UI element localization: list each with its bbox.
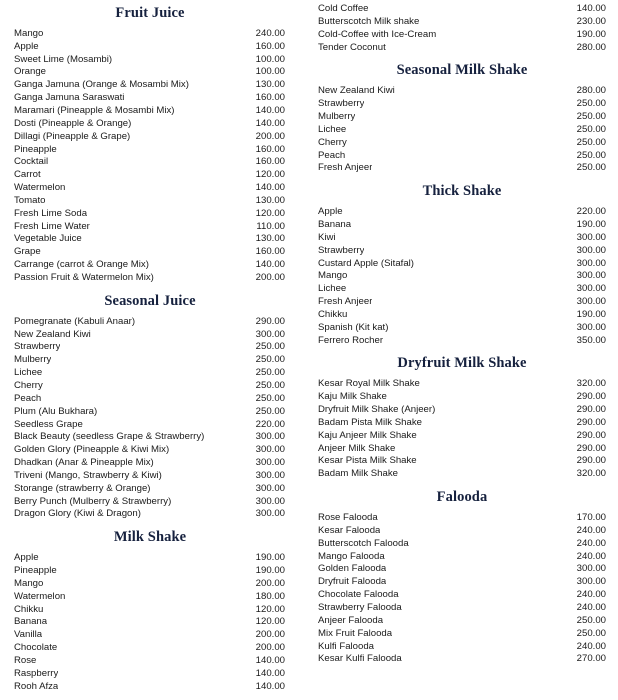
- menu-section-seasonal-juice: [14, 285, 286, 521]
- menu-item-name: Mango: [14, 577, 44, 589]
- menu-item-price: 190.00: [255, 552, 285, 564]
- menu-section-dryfruit-milk-shake: [318, 347, 606, 481]
- menu-item-name: Badam Milk Shake: [318, 468, 398, 480]
- menu-item-row[interactable]: [318, 162, 606, 175]
- menu-item-name: Strawberry: [318, 98, 365, 110]
- menu-item-price: 290.00: [576, 404, 606, 416]
- menu-item-price: 300.00: [255, 482, 285, 494]
- menu-item-name: Cold Coffee: [318, 3, 369, 14]
- menu-item-list: [318, 512, 606, 666]
- menu-item-name: Kesar Falooda: [318, 524, 381, 536]
- menu-item-price: 250.00: [255, 367, 285, 379]
- menu-item-row[interactable]: [14, 118, 286, 131]
- menu-item-name: Ferrero Rocher: [318, 334, 384, 346]
- menu-item-name: Dryfruit Milk Shake (Anjeer): [318, 404, 436, 416]
- menu-item-row[interactable]: [318, 232, 606, 245]
- menu-item-name: Fresh Lime Soda: [14, 207, 88, 219]
- menu-section-falooda: [318, 481, 606, 666]
- menu-item-price: 190.00: [576, 308, 606, 320]
- menu-item-row[interactable]: [14, 578, 286, 591]
- menu-item-price: 250.00: [576, 123, 606, 135]
- menu-item-row[interactable]: [14, 444, 286, 457]
- menu-item-row[interactable]: [14, 208, 286, 221]
- menu-item-price: 300.00: [576, 270, 606, 282]
- section-title: Seasonal Juice: [104, 292, 196, 309]
- menu-item-row[interactable]: [318, 296, 606, 309]
- menu-item-name: Lichee: [318, 123, 347, 135]
- menu-item-row[interactable]: [318, 258, 606, 271]
- menu-item-row[interactable]: [14, 79, 286, 92]
- menu-item-row[interactable]: [318, 150, 606, 163]
- menu-item-price: 250.00: [576, 614, 606, 626]
- menu-item-price: 130.00: [255, 194, 285, 206]
- menu-item-name: Kulfi Falooda: [318, 640, 374, 652]
- menu-item-row[interactable]: [318, 430, 606, 443]
- menu-item-price: 290.00: [576, 416, 606, 428]
- menu-item-row[interactable]: [14, 182, 286, 195]
- menu-item-name: Mulberry: [318, 111, 356, 122]
- menu-item-name: Dosti (Pineapple & Orange): [14, 117, 132, 129]
- menu-item-price: 300.00: [576, 563, 606, 575]
- menu-item-name: Seedless Grape: [14, 418, 83, 430]
- menu-item-price: 280.00: [576, 41, 606, 53]
- menu-item-price: 200.00: [255, 271, 285, 283]
- menu-item-price: 300.00: [255, 457, 285, 469]
- menu-item-name: Peach: [318, 149, 346, 161]
- menu-item-price: 140.00: [576, 3, 606, 14]
- menu-item-row[interactable]: [318, 111, 606, 124]
- menu-item-price: 220.00: [576, 206, 606, 218]
- menu-section-thick-shake: [318, 175, 606, 347]
- menu-item-row[interactable]: [14, 169, 286, 182]
- menu-item-row[interactable]: [318, 309, 606, 322]
- menu-item-price: 200.00: [255, 577, 285, 589]
- menu-item-row[interactable]: [318, 85, 606, 98]
- menu-item-row[interactable]: [318, 283, 606, 296]
- menu-item-name: Strawberry Falooda: [318, 601, 402, 613]
- menu-item-row[interactable]: [318, 628, 606, 641]
- menu-item-name: Kaju Milk Shake: [318, 391, 387, 403]
- menu-item-row[interactable]: [318, 3, 606, 16]
- menu-item-name: Mulberry: [14, 354, 52, 366]
- menu-item-name: Cold-Coffee with Ice-Cream: [318, 28, 437, 40]
- menu-item-row[interactable]: [14, 92, 286, 105]
- menu-section-fruit-juice: [14, 0, 286, 285]
- menu-item-price: 300.00: [576, 244, 606, 256]
- menu-item-row[interactable]: [318, 615, 606, 628]
- menu-item-price: 140.00: [255, 667, 285, 679]
- menu-item-name: Orange: [14, 66, 46, 78]
- menu-item-row[interactable]: [14, 233, 286, 246]
- menu-item-row[interactable]: [318, 443, 606, 456]
- menu-item-name: Butterscotch Milk shake: [318, 15, 420, 27]
- menu-item-name: Custard Apple (Sitafal): [318, 257, 414, 269]
- menu-item-row[interactable]: [14, 457, 286, 470]
- menu-item-price: 130.00: [255, 79, 285, 91]
- menu-item-price: 200.00: [255, 642, 285, 654]
- menu-item-price: 300.00: [255, 431, 285, 443]
- menu-section-milk-shake: [14, 521, 286, 693]
- menu-item-row[interactable]: [318, 512, 606, 525]
- menu-item-price: 220.00: [255, 418, 285, 430]
- menu-item-name: Dillagi (Pineapple & Grape): [14, 130, 131, 142]
- menu-item-name: Dhadkan (Anar & Pineapple Mix): [14, 457, 154, 469]
- menu-item-name: Carrot: [14, 169, 41, 181]
- menu-item-price: 190.00: [255, 565, 285, 577]
- menu-item-price: 240.00: [255, 27, 285, 39]
- menu-item-price: 290.00: [576, 442, 606, 454]
- menu-item-price: 240.00: [576, 550, 606, 562]
- menu-item-name: Chocolate Falooda: [318, 589, 399, 601]
- menu-item-row[interactable]: [318, 563, 606, 576]
- menu-item-price: 250.00: [576, 136, 606, 148]
- menu-item-price: 290.00: [255, 315, 285, 327]
- menu-item-name: Lichee: [14, 367, 43, 379]
- menu-item-row[interactable]: [14, 259, 286, 272]
- menu-item-row[interactable]: [318, 98, 606, 111]
- menu-item-name: New Zealand Kiwi: [14, 328, 91, 340]
- menu-item-row[interactable]: [318, 137, 606, 150]
- menu-item-row[interactable]: [318, 468, 606, 481]
- menu-item-price: 300.00: [255, 508, 285, 520]
- menu-item-name: Butterscotch Falooda: [318, 537, 409, 549]
- menu-item-row[interactable]: [14, 470, 286, 483]
- menu-item-row[interactable]: [318, 391, 606, 404]
- menu-column-right: [300, 0, 618, 700]
- menu-item-row[interactable]: [14, 604, 286, 617]
- menu-item-row[interactable]: [14, 483, 286, 496]
- menu-item-price: 300.00: [255, 469, 285, 481]
- menu-item-name: Fresh Anjeer: [318, 162, 373, 174]
- menu-item-name: Kesar Kulfi Falooda: [318, 653, 402, 665]
- menu-item-name: Rooh Afza: [14, 680, 59, 692]
- menu-item-name: Vegetable Juice: [14, 233, 82, 245]
- menu-item-price: 250.00: [576, 162, 606, 174]
- menu-item-name: Badam Pista Milk Shake: [318, 416, 422, 428]
- menu-item-list: [14, 316, 286, 522]
- menu-item-name: Kesar Royal Milk Shake: [318, 378, 420, 390]
- menu-item-row[interactable]: [318, 206, 606, 219]
- menu-item-row[interactable]: [14, 380, 286, 393]
- menu-item-name: Rose Falooda: [318, 512, 378, 524]
- menu-item-name: Fresh Anjeer: [318, 296, 373, 308]
- menu-item-price: 100.00: [255, 53, 285, 65]
- section-title: Falooda: [436, 489, 488, 506]
- menu-section-seasonal-milk-shake: [318, 54, 606, 175]
- menu-item-price: 100.00: [255, 66, 285, 78]
- menu-item-list: [318, 3, 606, 54]
- menu-item-name: Strawberry: [318, 244, 365, 256]
- menu-item-price: 160.00: [255, 246, 285, 258]
- menu-item-name: Chocolate: [14, 642, 58, 654]
- menu-item-price: 140.00: [255, 182, 285, 194]
- menu-item-name: Lichee: [318, 283, 347, 295]
- menu-item-price: 250.00: [255, 392, 285, 404]
- menu-item-row[interactable]: [14, 156, 286, 169]
- menu-item-name: Watermelon: [14, 590, 66, 602]
- menu-item-name: Sweet Lime (Mosambi): [14, 53, 113, 65]
- menu-item-row[interactable]: [14, 28, 286, 41]
- menu-item-name: Ganga Jamuna (Orange & Mosambi Mix): [14, 79, 189, 91]
- menu-item-price: 250.00: [255, 405, 285, 417]
- menu-item-row[interactable]: [318, 16, 606, 29]
- menu-item-name: Apple: [14, 40, 39, 52]
- menu-item-price: 130.00: [255, 233, 285, 245]
- menu-section-untitled: [318, 0, 606, 54]
- menu-item-row[interactable]: [318, 455, 606, 468]
- menu-item-row[interactable]: [318, 417, 606, 430]
- menu-item-name: Mix Fruit Falooda: [318, 627, 393, 639]
- menu-item-row[interactable]: [318, 576, 606, 589]
- menu-item-price: 300.00: [576, 283, 606, 295]
- menu-item-list: [318, 85, 606, 175]
- menu-item-name: Cocktail: [14, 156, 49, 168]
- menu-item-list: [14, 28, 286, 285]
- menu-item-price: 290.00: [576, 391, 606, 403]
- menu-item-row[interactable]: [14, 66, 286, 79]
- menu-item-row[interactable]: [14, 419, 286, 432]
- menu-item-name: Chikku: [14, 603, 44, 615]
- menu-item-price: 190.00: [576, 219, 606, 230]
- menu-item-row[interactable]: [14, 552, 286, 565]
- menu-item-name: Black Beauty (seedless Grape & Strawberry): [14, 431, 205, 443]
- menu-item-row[interactable]: [14, 131, 286, 144]
- menu-item-price: 290.00: [576, 429, 606, 441]
- menu-item-name: Mango: [14, 27, 44, 39]
- menu-item-row[interactable]: [14, 316, 286, 329]
- menu-item-price: 250.00: [255, 354, 285, 366]
- menu-item-row[interactable]: [14, 681, 286, 694]
- menu-item-price: 160.00: [255, 143, 285, 155]
- menu-item-name: Cherry: [318, 136, 347, 148]
- menu-item-list: [318, 378, 606, 481]
- menu-item-name: Mango: [318, 270, 348, 282]
- menu-item-name: Dryfruit Falooda: [318, 576, 387, 588]
- menu-item-price: 120.00: [255, 207, 285, 219]
- menu-item-name: Maramari (Pineapple & Mosambi Mix): [14, 105, 175, 116]
- menu-item-row[interactable]: [14, 195, 286, 208]
- menu-item-row[interactable]: [14, 629, 286, 642]
- menu-item-name: Watermelon: [14, 182, 66, 194]
- menu-item-price: 270.00: [576, 653, 606, 665]
- menu-item-name: Rose: [14, 654, 37, 666]
- menu-item-price: 300.00: [576, 257, 606, 269]
- menu-item-row[interactable]: [14, 393, 286, 406]
- menu-item-row[interactable]: [318, 641, 606, 654]
- menu-item-row[interactable]: [318, 525, 606, 538]
- menu-item-name: Kiwi: [318, 231, 336, 243]
- menu-item-price: 140.00: [255, 680, 285, 692]
- section-title: Dryfruit Milk Shake: [397, 355, 527, 372]
- menu-item-row[interactable]: [14, 105, 286, 118]
- menu-item-price: 250.00: [576, 111, 606, 122]
- menu-item-row[interactable]: [318, 335, 606, 348]
- menu-item-price: 160.00: [255, 92, 285, 104]
- menu-item-row[interactable]: [14, 272, 286, 285]
- menu-item-row[interactable]: [318, 404, 606, 417]
- menu-item-row[interactable]: [14, 54, 286, 67]
- menu-item-list: [14, 552, 286, 693]
- menu-item-row[interactable]: [318, 29, 606, 42]
- menu-item-name: New Zealand Kiwi: [318, 85, 395, 97]
- menu-item-name: Passion Fruit & Watermelon Mix): [14, 271, 154, 283]
- menu-item-name: Chikku: [318, 308, 348, 320]
- menu-item-price: 320.00: [576, 468, 606, 480]
- menu-item-price: 300.00: [576, 321, 606, 333]
- menu-item-price: 250.00: [576, 149, 606, 161]
- menu-item-name: Kesar Pista Milk Shake: [318, 455, 417, 467]
- menu-item-row[interactable]: [318, 551, 606, 564]
- menu-item-row[interactable]: [14, 508, 286, 521]
- menu-item-name: Raspberry: [14, 667, 59, 679]
- menu-item-row[interactable]: [318, 219, 606, 232]
- menu-item-price: 240.00: [576, 524, 606, 536]
- section-title: Seasonal Milk Shake: [396, 62, 528, 79]
- menu-item-price: 300.00: [576, 296, 606, 308]
- menu-item-name: Ganga Jamuna Saraswati: [14, 92, 125, 104]
- menu-item-price: 200.00: [255, 629, 285, 641]
- menu-item-row[interactable]: [318, 602, 606, 615]
- menu-item-price: 300.00: [576, 576, 606, 588]
- menu-item-price: 200.00: [255, 130, 285, 142]
- menu-item-list: [318, 206, 606, 347]
- menu-item-name: Grape: [14, 246, 41, 258]
- menu-item-name: Banana: [14, 616, 48, 628]
- menu-item-name: Pomegranate (Kabuli Anaar): [14, 315, 136, 327]
- menu-item-name: Apple: [14, 552, 39, 564]
- menu-item-price: 140.00: [255, 105, 285, 116]
- menu-item-price: 190.00: [576, 28, 606, 40]
- menu-item-price: 250.00: [576, 627, 606, 639]
- menu-item-price: 240.00: [576, 589, 606, 601]
- menu-item-row[interactable]: [318, 42, 606, 55]
- menu-item-row[interactable]: [14, 41, 286, 54]
- menu-item-row[interactable]: [14, 406, 286, 419]
- menu-item-name: Anjeer Falooda: [318, 614, 384, 626]
- menu-item-name: Carrange (carrot & Orange Mix): [14, 259, 149, 271]
- menu-item-price: 180.00: [255, 590, 285, 602]
- menu-column-left: [0, 0, 300, 700]
- menu-item-row[interactable]: [14, 431, 286, 444]
- menu-item-row[interactable]: [14, 221, 286, 234]
- menu-item-name: Vanilla: [14, 629, 43, 641]
- menu-item-price: 160.00: [255, 156, 285, 168]
- menu-item-name: Storange (strawberry & Orange): [14, 482, 151, 494]
- menu-item-price: 280.00: [576, 85, 606, 97]
- menu-item-price: 110.00: [256, 220, 285, 232]
- menu-item-name: Mango Falooda: [318, 550, 385, 562]
- menu-item-row[interactable]: [14, 354, 286, 367]
- menu-item-price: 170.00: [576, 512, 606, 524]
- menu-item-row[interactable]: [318, 322, 606, 335]
- menu-item-price: 290.00: [576, 455, 606, 467]
- menu-item-price: 140.00: [255, 259, 285, 271]
- menu-item-name: Banana: [318, 219, 352, 230]
- menu-item-price: 240.00: [576, 601, 606, 613]
- menu-item-name: Pineapple: [14, 565, 57, 577]
- menu-item-price: 300.00: [255, 328, 285, 340]
- menu-item-row[interactable]: [14, 668, 286, 681]
- menu-item-price: 240.00: [576, 537, 606, 549]
- menu-item-price: 350.00: [576, 334, 606, 346]
- menu-item-name: Apple: [318, 206, 343, 218]
- menu-item-price: 300.00: [576, 231, 606, 243]
- section-title: Milk Shake: [113, 529, 187, 546]
- menu-item-row[interactable]: [14, 341, 286, 354]
- menu-item-name: Anjeer Milk Shake: [318, 442, 396, 454]
- menu-item-price: 160.00: [255, 40, 285, 52]
- menu-item-price: 120.00: [255, 169, 285, 181]
- menu-item-row[interactable]: [318, 589, 606, 602]
- menu-item-name: Spanish (Kit kat): [318, 321, 389, 333]
- menu-item-row[interactable]: [14, 367, 286, 380]
- menu-item-price: 140.00: [255, 117, 285, 129]
- menu-item-price: 120.00: [255, 603, 285, 615]
- menu-item-name: Golden Glory (Pineapple & Kiwi Mix): [14, 444, 170, 456]
- menu-item-row[interactable]: [14, 246, 286, 259]
- menu-item-row[interactable]: [14, 616, 286, 629]
- menu-item-name: Tomato: [14, 194, 46, 206]
- menu-item-price: 120.00: [255, 616, 285, 628]
- menu-item-name: Tender Coconut: [318, 41, 386, 53]
- menu-item-row[interactable]: [14, 565, 286, 578]
- menu-item-price: 300.00: [255, 495, 285, 507]
- menu-item-name: Golden Falooda: [318, 563, 387, 575]
- menu-item-name: Dragon Glory (Kiwi & Dragon): [14, 508, 141, 520]
- menu-item-row[interactable]: [318, 653, 606, 666]
- menu-item-price: 140.00: [255, 654, 285, 666]
- menu-item-name: Pineapple: [14, 143, 57, 155]
- menu-item-row[interactable]: [318, 378, 606, 391]
- menu-item-name: Triveni (Mango, Strawberry & Kiwi): [14, 469, 162, 481]
- menu-item-price: 250.00: [576, 98, 606, 110]
- menu-item-row[interactable]: [14, 144, 286, 157]
- menu-item-price: 250.00: [255, 379, 285, 391]
- menu-item-price: 240.00: [576, 640, 606, 652]
- menu-item-row[interactable]: [14, 655, 286, 668]
- menu-item-name: Peach: [14, 392, 42, 404]
- menu-item-row[interactable]: [14, 496, 286, 509]
- menu-item-row[interactable]: [318, 538, 606, 551]
- menu-item-row[interactable]: [14, 329, 286, 342]
- menu-item-name: Plum (Alu Bukhara): [14, 405, 98, 417]
- menu-item-row[interactable]: [318, 245, 606, 258]
- menu-item-row[interactable]: [318, 124, 606, 137]
- menu-item-price: 250.00: [255, 341, 285, 353]
- menu-item-price: 230.00: [576, 15, 606, 27]
- section-title: Fruit Juice: [115, 5, 185, 21]
- menu-item-name: Strawberry: [14, 341, 61, 353]
- menu-item-name: Berry Punch (Mulberry & Strawberry): [14, 495, 172, 507]
- menu-item-price: 320.00: [576, 378, 606, 390]
- menu-item-name: Fresh Lime Water: [14, 220, 90, 232]
- menu-item-row[interactable]: [318, 270, 606, 283]
- menu-item-row[interactable]: [14, 591, 286, 604]
- menu-item-price: 300.00: [255, 444, 285, 456]
- menu-item-name: Cherry: [14, 379, 43, 391]
- menu-item-name: Kaju Anjeer Milk Shake: [318, 429, 417, 441]
- menu-item-row[interactable]: [14, 642, 286, 655]
- section-title: Thick Shake: [422, 183, 502, 200]
